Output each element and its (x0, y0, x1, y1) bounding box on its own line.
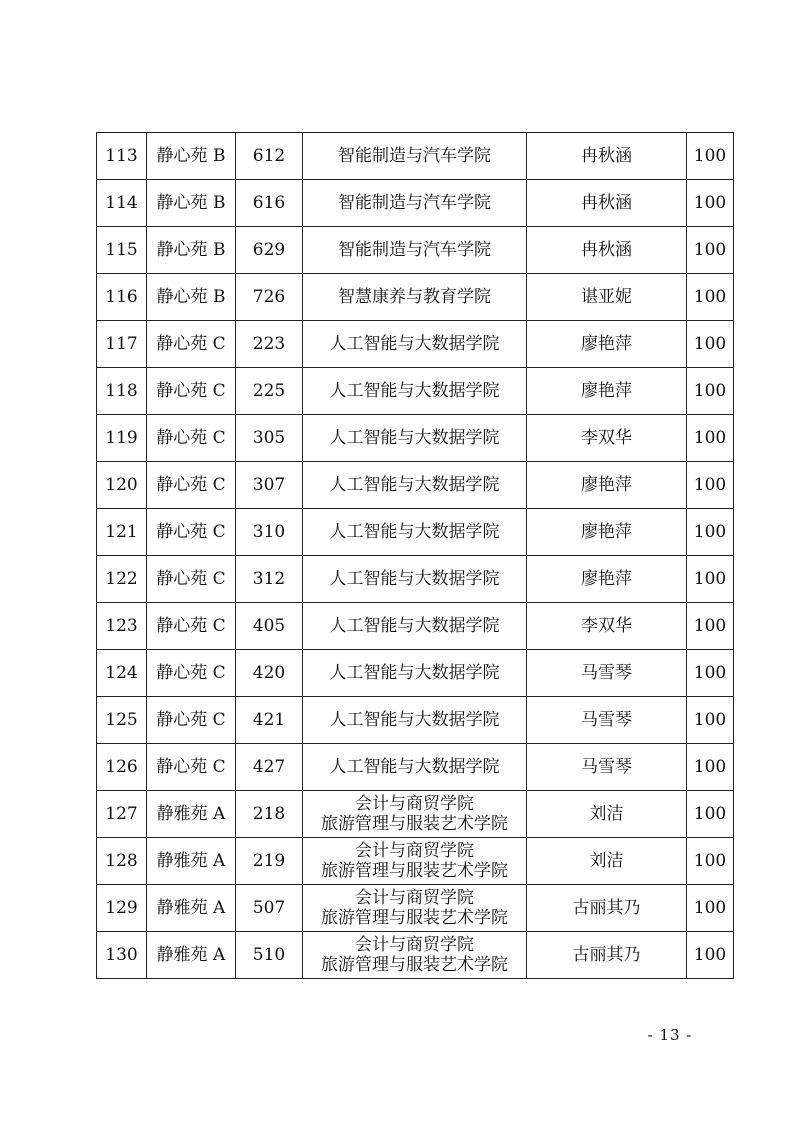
row-number-cell: 114 (97, 180, 147, 227)
person-cell: 廖艳萍 (527, 368, 687, 415)
table-row (97, 133, 734, 180)
college-name: 旅游管理与服装艺术学院 (321, 814, 508, 834)
person-cell: 廖艳萍 (527, 321, 687, 368)
table-row (97, 744, 734, 791)
row-number-cell: 121 (97, 509, 147, 556)
room-cell: 421 (236, 697, 303, 744)
row-number-cell: 130 (97, 932, 147, 979)
row-number-cell: 127 (97, 791, 147, 838)
score-cell: 100 (687, 791, 734, 838)
score-cell: 100 (687, 180, 734, 227)
building-cell: 静心苑 B (147, 180, 236, 227)
person-cell: 冉秋涵 (527, 133, 687, 180)
table-row (97, 321, 734, 368)
person-cell: 古丽其乃 (527, 885, 687, 932)
college-cell (303, 368, 527, 415)
score-cell: 100 (687, 650, 734, 697)
college-cell (303, 556, 527, 603)
college-name: 会计与商贸学院 (355, 841, 474, 861)
college-name: 会计与商贸学院 (355, 888, 474, 908)
table-row (97, 368, 734, 415)
score-cell: 100 (687, 274, 734, 321)
building-cell: 静心苑 C (147, 462, 236, 509)
room-cell: 726 (236, 274, 303, 321)
dormitory-score-table (96, 132, 734, 979)
page-number: - 13 - (647, 1026, 693, 1044)
table-body (97, 133, 734, 979)
row-number-cell: 113 (97, 133, 147, 180)
college-name: 人工智能与大数据学院 (329, 710, 500, 730)
college-cell (303, 462, 527, 509)
person-cell: 古丽其乃 (527, 932, 687, 979)
row-number-cell: 125 (97, 697, 147, 744)
college-cell (303, 885, 527, 932)
person-cell: 李双华 (527, 415, 687, 462)
table-row (97, 932, 734, 979)
person-cell: 马雪琴 (527, 650, 687, 697)
row-number-cell: 129 (97, 885, 147, 932)
score-cell: 100 (687, 556, 734, 603)
room-cell: 612 (236, 133, 303, 180)
college-cell (303, 932, 527, 979)
table-row (97, 227, 734, 274)
person-cell: 廖艳萍 (527, 462, 687, 509)
college-cell (303, 603, 527, 650)
building-cell: 静心苑 C (147, 697, 236, 744)
person-cell: 刘洁 (527, 838, 687, 885)
room-cell: 218 (236, 791, 303, 838)
row-number-cell: 118 (97, 368, 147, 415)
college-cell (303, 321, 527, 368)
building-cell: 静雅苑 A (147, 791, 236, 838)
college-name: 会计与商贸学院 (355, 935, 474, 955)
college-name: 人工智能与大数据学院 (329, 616, 500, 636)
college-cell (303, 227, 527, 274)
person-cell: 马雪琴 (527, 744, 687, 791)
college-cell (303, 180, 527, 227)
college-cell (303, 791, 527, 838)
college-name: 智能制造与汽车学院 (338, 146, 491, 166)
college-name: 智能制造与汽车学院 (338, 240, 491, 260)
college-name: 会计与商贸学院 (355, 794, 474, 814)
room-cell: 307 (236, 462, 303, 509)
person-cell: 冉秋涵 (527, 227, 687, 274)
row-number-cell: 128 (97, 838, 147, 885)
college-cell (303, 133, 527, 180)
score-cell: 100 (687, 321, 734, 368)
person-cell: 廖艳萍 (527, 509, 687, 556)
building-cell: 静雅苑 A (147, 885, 236, 932)
college-name: 人工智能与大数据学院 (329, 522, 500, 542)
score-cell: 100 (687, 838, 734, 885)
college-name: 旅游管理与服装艺术学院 (321, 955, 508, 975)
college-name: 人工智能与大数据学院 (329, 569, 500, 589)
building-cell: 静心苑 C (147, 321, 236, 368)
building-cell: 静心苑 B (147, 133, 236, 180)
college-name: 智能制造与汽车学院 (338, 193, 491, 213)
table-row (97, 462, 734, 509)
building-cell: 静心苑 B (147, 274, 236, 321)
score-cell: 100 (687, 509, 734, 556)
table-row (97, 885, 734, 932)
row-number-cell: 122 (97, 556, 147, 603)
row-number-cell: 116 (97, 274, 147, 321)
room-cell: 312 (236, 556, 303, 603)
table-row (97, 556, 734, 603)
college-name: 智慧康养与教育学院 (338, 287, 491, 307)
college-name: 旅游管理与服装艺术学院 (321, 861, 508, 881)
college-name: 人工智能与大数据学院 (329, 334, 500, 354)
college-name: 人工智能与大数据学院 (329, 428, 500, 448)
row-number-cell: 124 (97, 650, 147, 697)
score-cell: 100 (687, 603, 734, 650)
college-cell (303, 697, 527, 744)
building-cell: 静雅苑 A (147, 838, 236, 885)
room-cell: 219 (236, 838, 303, 885)
building-cell: 静心苑 C (147, 603, 236, 650)
person-cell: 谌亚妮 (527, 274, 687, 321)
person-cell: 李双华 (527, 603, 687, 650)
college-name: 旅游管理与服装艺术学院 (321, 908, 508, 928)
score-cell: 100 (687, 744, 734, 791)
score-cell: 100 (687, 697, 734, 744)
college-name: 人工智能与大数据学院 (329, 381, 500, 401)
row-number-cell: 115 (97, 227, 147, 274)
building-cell: 静心苑 C (147, 744, 236, 791)
building-cell: 静心苑 B (147, 227, 236, 274)
row-number-cell: 117 (97, 321, 147, 368)
college-cell (303, 274, 527, 321)
college-cell (303, 650, 527, 697)
college-cell (303, 838, 527, 885)
building-cell: 静心苑 C (147, 509, 236, 556)
building-cell: 静心苑 C (147, 650, 236, 697)
building-cell: 静雅苑 A (147, 932, 236, 979)
table-row (97, 697, 734, 744)
college-cell (303, 744, 527, 791)
building-cell: 静心苑 C (147, 415, 236, 462)
building-cell: 静心苑 C (147, 368, 236, 415)
score-cell: 100 (687, 133, 734, 180)
table-row (97, 274, 734, 321)
room-cell: 225 (236, 368, 303, 415)
room-cell: 310 (236, 509, 303, 556)
table-row (97, 509, 734, 556)
score-cell: 100 (687, 885, 734, 932)
room-cell: 507 (236, 885, 303, 932)
building-cell: 静心苑 C (147, 556, 236, 603)
room-cell: 427 (236, 744, 303, 791)
college-cell (303, 509, 527, 556)
person-cell: 马雪琴 (527, 697, 687, 744)
score-cell: 100 (687, 227, 734, 274)
room-cell: 510 (236, 932, 303, 979)
person-cell: 刘洁 (527, 791, 687, 838)
row-number-cell: 123 (97, 603, 147, 650)
score-cell: 100 (687, 368, 734, 415)
room-cell: 223 (236, 321, 303, 368)
row-number-cell: 120 (97, 462, 147, 509)
score-cell: 100 (687, 415, 734, 462)
table-row (97, 650, 734, 697)
row-number-cell: 126 (97, 744, 147, 791)
college-name: 人工智能与大数据学院 (329, 757, 500, 777)
person-cell: 廖艳萍 (527, 556, 687, 603)
college-name: 人工智能与大数据学院 (329, 475, 500, 495)
table-row (97, 603, 734, 650)
table-row (97, 791, 734, 838)
room-cell: 629 (236, 227, 303, 274)
table-row (97, 838, 734, 885)
college-cell (303, 415, 527, 462)
score-cell: 100 (687, 462, 734, 509)
room-cell: 616 (236, 180, 303, 227)
room-cell: 420 (236, 650, 303, 697)
college-name: 人工智能与大数据学院 (329, 663, 500, 683)
table-row (97, 180, 734, 227)
room-cell: 405 (236, 603, 303, 650)
score-cell: 100 (687, 932, 734, 979)
person-cell: 冉秋涵 (527, 180, 687, 227)
table-row (97, 415, 734, 462)
row-number-cell: 119 (97, 415, 147, 462)
room-cell: 305 (236, 415, 303, 462)
